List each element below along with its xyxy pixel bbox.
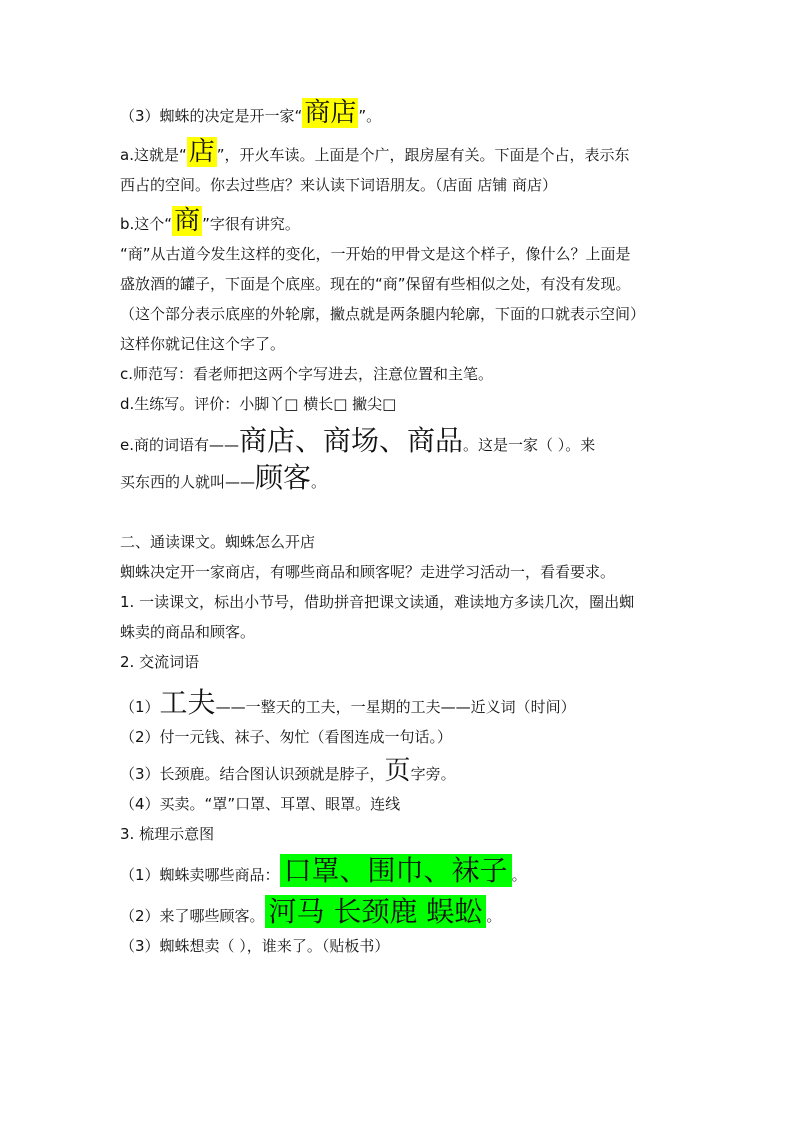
item-3-line [120, 96, 700, 131]
item-a-prefix: a.这就是“ [120, 146, 187, 164]
summary-item-1-prefix: （1）蜘蛛卖哪些商品： [120, 866, 280, 884]
item-c-line: c.师范写：看老师把这两个字写进去，注意位置和主笔。 [120, 365, 494, 383]
step-1-line-2: 蛛卖的商品和顾客。 [120, 623, 256, 641]
paragraph-line-3: （这个部分表示底座的外轮廓，撇点就是两条腿内轮廓，下面的口就表示空间） [120, 305, 646, 323]
word-item-3-suffix: 字旁。 [410, 765, 456, 783]
highlight-customers: 河马 长颈鹿 蜈蚣 [265, 895, 487, 928]
summary-item-1-suffix: 。 [511, 866, 527, 884]
item-b-prefix: b.这个“ [120, 215, 173, 233]
word-gongfu: 工夫 [159, 686, 216, 719]
item-b-line [120, 204, 700, 239]
highlight-goods: 口罩、围巾、袜子 [280, 854, 512, 887]
step-1-line-1: 1. 一读课文，标出小节号，借助拼音把课文读通，难读地方多读几次，圈出蜘 [120, 593, 635, 611]
word-item-1 [120, 685, 700, 722]
item-d-line: d.生练写。评价：小脚丫□ 横长□ 撇尖□ [120, 395, 397, 413]
highlight-dian: 店 [188, 137, 215, 167]
paragraph-line-2: 盛放酒的罐子，下面是个底座。现在的“商”保留有些相似之处，有没有发现。 [120, 275, 631, 293]
summary-item-2-suffix: 。 [486, 907, 502, 925]
item-e-prefix: e.商的词语有—— [120, 436, 239, 454]
item-e-line-2 [120, 460, 700, 497]
word-item-1-prefix: （1） [120, 698, 160, 716]
radical-ye: 页 [384, 756, 411, 786]
item-e-line-2-suffix: 。 [311, 473, 327, 491]
paragraph-line-4: 这样你就记住这个字了。 [120, 335, 286, 353]
word-item-3 [120, 756, 700, 789]
item-3-suffix: ”。 [358, 107, 382, 125]
section-gap [120, 497, 700, 527]
paragraph-line-1: “商”从古道今发生这样的变化，一开始的甲骨文是这个样子，像什么？上面是 [120, 245, 631, 263]
summary-item-1 [120, 853, 700, 890]
item-e-words: 商店、商场、商品 [239, 424, 464, 457]
highlight-shangdian: 商店 [304, 98, 357, 128]
summary-item-3: （3）蜘蛛想卖（ ），谁来了。（贴板书） [120, 937, 390, 955]
section-2-intro: 蜘蛛决定开一家商店，有哪些商品和顾客呢？走进学习活动一，看看要求。 [120, 563, 616, 581]
item-b-suffix: ”字很有讲究。 [202, 215, 300, 233]
word-item-1-suffix: ——一整天的工夫，一星期的工夫——近义词（时间） [215, 698, 576, 716]
item-e-line-2-prefix: 买东西的人就叫—— [120, 473, 256, 491]
section-2-heading: 二、通读课文。蜘蛛怎么开店 [120, 533, 316, 551]
document-page [120, 96, 700, 961]
item-e-word-guke: 顾客 [255, 461, 312, 494]
word-item-2: （2）付一元钱、袜子、匆忙（看图连成一句话。） [120, 728, 453, 746]
word-item-3-prefix: （3）长颈鹿。结合图认识颈就是脖子， [120, 765, 385, 783]
item-e-line [120, 423, 700, 460]
word-item-4: （4）买卖。“罩”口罩、耳罩、眼罩。连线 [120, 795, 401, 813]
step-2-heading: 2. 交流词语 [120, 653, 200, 671]
summary-item-2 [120, 894, 700, 931]
item-e-suffix: 。这是一家（ ）。来 [463, 436, 596, 454]
item-a-suffix: ”，开火车读。上面是个广，跟房屋有关。下面是个占，表示东 [216, 146, 630, 164]
item-a-line [120, 135, 700, 170]
step-3-heading: 3. 梳理示意图 [120, 825, 215, 843]
highlight-shang: 商 [174, 206, 201, 236]
item-3-prefix: （3）蜘蛛的决定是开一家“ [120, 107, 303, 125]
summary-item-2-prefix: （2）来了哪些顾客。 [120, 907, 265, 925]
item-a-line-2: 西占的空间。你去过些店？来认读下词语朋友。（店面 店铺 商店） [120, 176, 558, 194]
